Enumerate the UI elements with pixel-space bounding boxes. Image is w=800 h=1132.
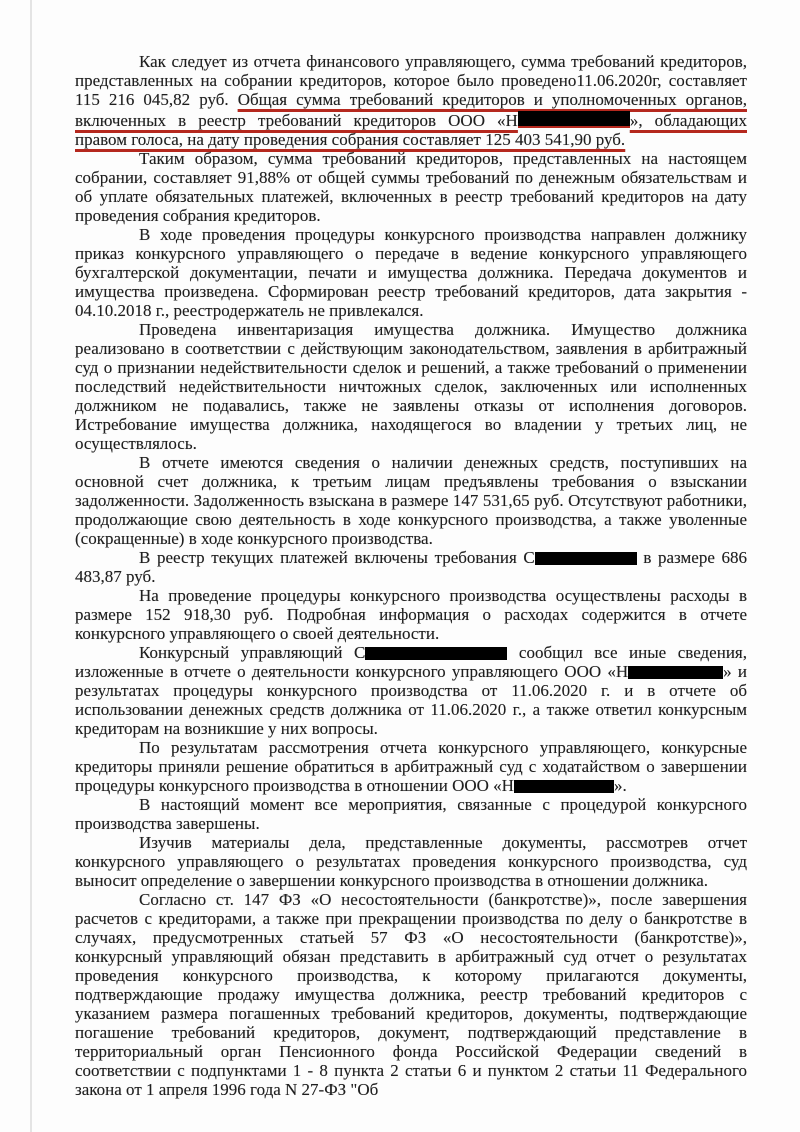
document-body [75,52,747,1099]
text-run: Конкурсный управляющий С [139,643,366,662]
text-run: На проведение процедуры конкурсного производства осуществлены расходы в размере 152 918,30 руб. Подробная информация о расходах содержится в отчете конкурсного управляющего о своей деятельности. [75,586,747,643]
text-run: сообщил все иные сведения, изложенные в отчете о деятельности конкурсного управляющего ООО «Н [75,643,747,681]
paragraph [75,149,747,225]
redaction-box [514,780,614,793]
redaction-box [365,647,507,660]
paragraph [75,320,747,453]
text-run: Как следует из отчета финансового управляющего, сумма требований кредиторов, представленных на собрании кредиторов, которое было проведено11.06.2020г, составляет 115 216 045,82 руб. [75,52,747,109]
paragraph [75,52,747,149]
redaction-box [628,666,723,679]
underlined-clause: Общая сумма требований кредиторов и уполномоченных органов, включенных в реестр требований кредиторов ООО «Н [75,90,747,130]
text-run: Таким образом, сумма требований кредиторов, представленных на настоящем собрании, составляет 91,88% от общей суммы требований по денежным обязательствам и об уплате обязательных платежей, включенных в реестр требований кредиторов на дату проведения собрания кредиторов. [75,149,747,225]
paragraph [75,738,747,795]
text-run: В настоящий момент все мероприятия, связанные с процедурой конкурсного производства завершены. [75,795,747,833]
text-run: Согласно ст. 147 ФЗ «О несостоятельности (банкротстве)», после завершения расчетов с кредиторами, а также при прекращении производства по делу о банкротстве в случаях, предусмотренных статьей 57 ФЗ «О несостоятельности (банкротстве)», конкурсный управляющий обязан представить в арбитражный суд отчет о результатах проведения конкурсного производства, к которому прилагаются документы, подтверждающие продажу имущества должника, реестр требований кредиторов с указанием размера погашенных требований кредиторов, документы, подтверждающие погашение требований кредиторов, документ, подтверждающий представление в территориальный орган Пенсионного фонда Российской Федерации сведений в соответствии с подпунктами 1 - 8 пункта 2 статьи 6 и пунктом 2 статьи 11 Федерального закона от 1 апреля 1996 года N 27-ФЗ "Об [75,890,747,1099]
paragraph [75,643,747,738]
text-run: В отчете имеются сведения о наличии денежных средств, поступивших на основной счет должника, к третьим лицам предъявлены требования о взыскании задолженности. Задолженность взыскана в размере 147 531,65 руб. Отсутствуют работники, продолжающие свою деятельность в ходе конкурсного производства, а также уволенные (сокращенные) в ходе конкурсного производства. [75,453,747,548]
redaction-box [518,111,630,128]
text-run: ». [613,776,627,795]
text-run: По результатам рассмотрения отчета конкурсного управляющего, конкурсные кредиторы приняли решение обратиться в арбитражный суд с ходатайством о завершении процедуры конкурсного производства в отношении ООО «Н [75,738,747,795]
text-run: Проведена инвентаризация имущества должника. Имущество должника реализовано в соответствии с действующим законодательством, заявления в арбитражный суд о признании недействительности сделок и решений, а также требований о применении последствий недействительности ничтожных сделок, заключенных или исполненных должником не подавались, также не заявлены отказы от исполнения договоров. Истребование имущества должника, находящегося во владении у третьих лиц, не осуществлялось. [75,320,747,453]
paragraph [75,586,747,643]
paragraph [75,225,747,320]
paragraph [75,890,747,1099]
redaction-box [535,552,637,565]
paragraph [75,548,747,586]
underlined-clause: », обладающих правом голоса, на дату проведения собрания составляет 125 403 541,90 руб. [75,111,747,149]
text-run: » и результатах процедуры конкурсного производства от 11.06.2020 г. и в отчете об использовании денежных средств должника от 11.06.2020 г., а также ответил конкурсным кредиторам на возникшие у них вопросы. [75,662,747,738]
text-run: в размере 686 483,87 руб. [75,548,747,586]
text-run: В реестр текущих платежей включены требования С [139,548,535,567]
scan-edge-artifact [30,0,32,1132]
text-run: Изучив материалы дела, представленные документы, рассмотрев отчет конкурсного управляющего о результатах проведения конкурсного производства, суд выносит определение о завершении конкурсного производства в отношении должника. [75,833,747,890]
paragraph [75,453,747,548]
paragraph [75,833,747,890]
paragraph [75,795,747,833]
text-run: В ходе проведения процедуры конкурсного производства направлен должнику приказ конкурсного управляющего о передаче в ведение конкурсного управляющего бухгалтерской документации, печати и имущества должника. Передача документов и имущества произведена. Сформирован реестр требований кредиторов, дата закрытия - 04.10.2018 г., реестродержатель не привлекался. [75,225,747,320]
